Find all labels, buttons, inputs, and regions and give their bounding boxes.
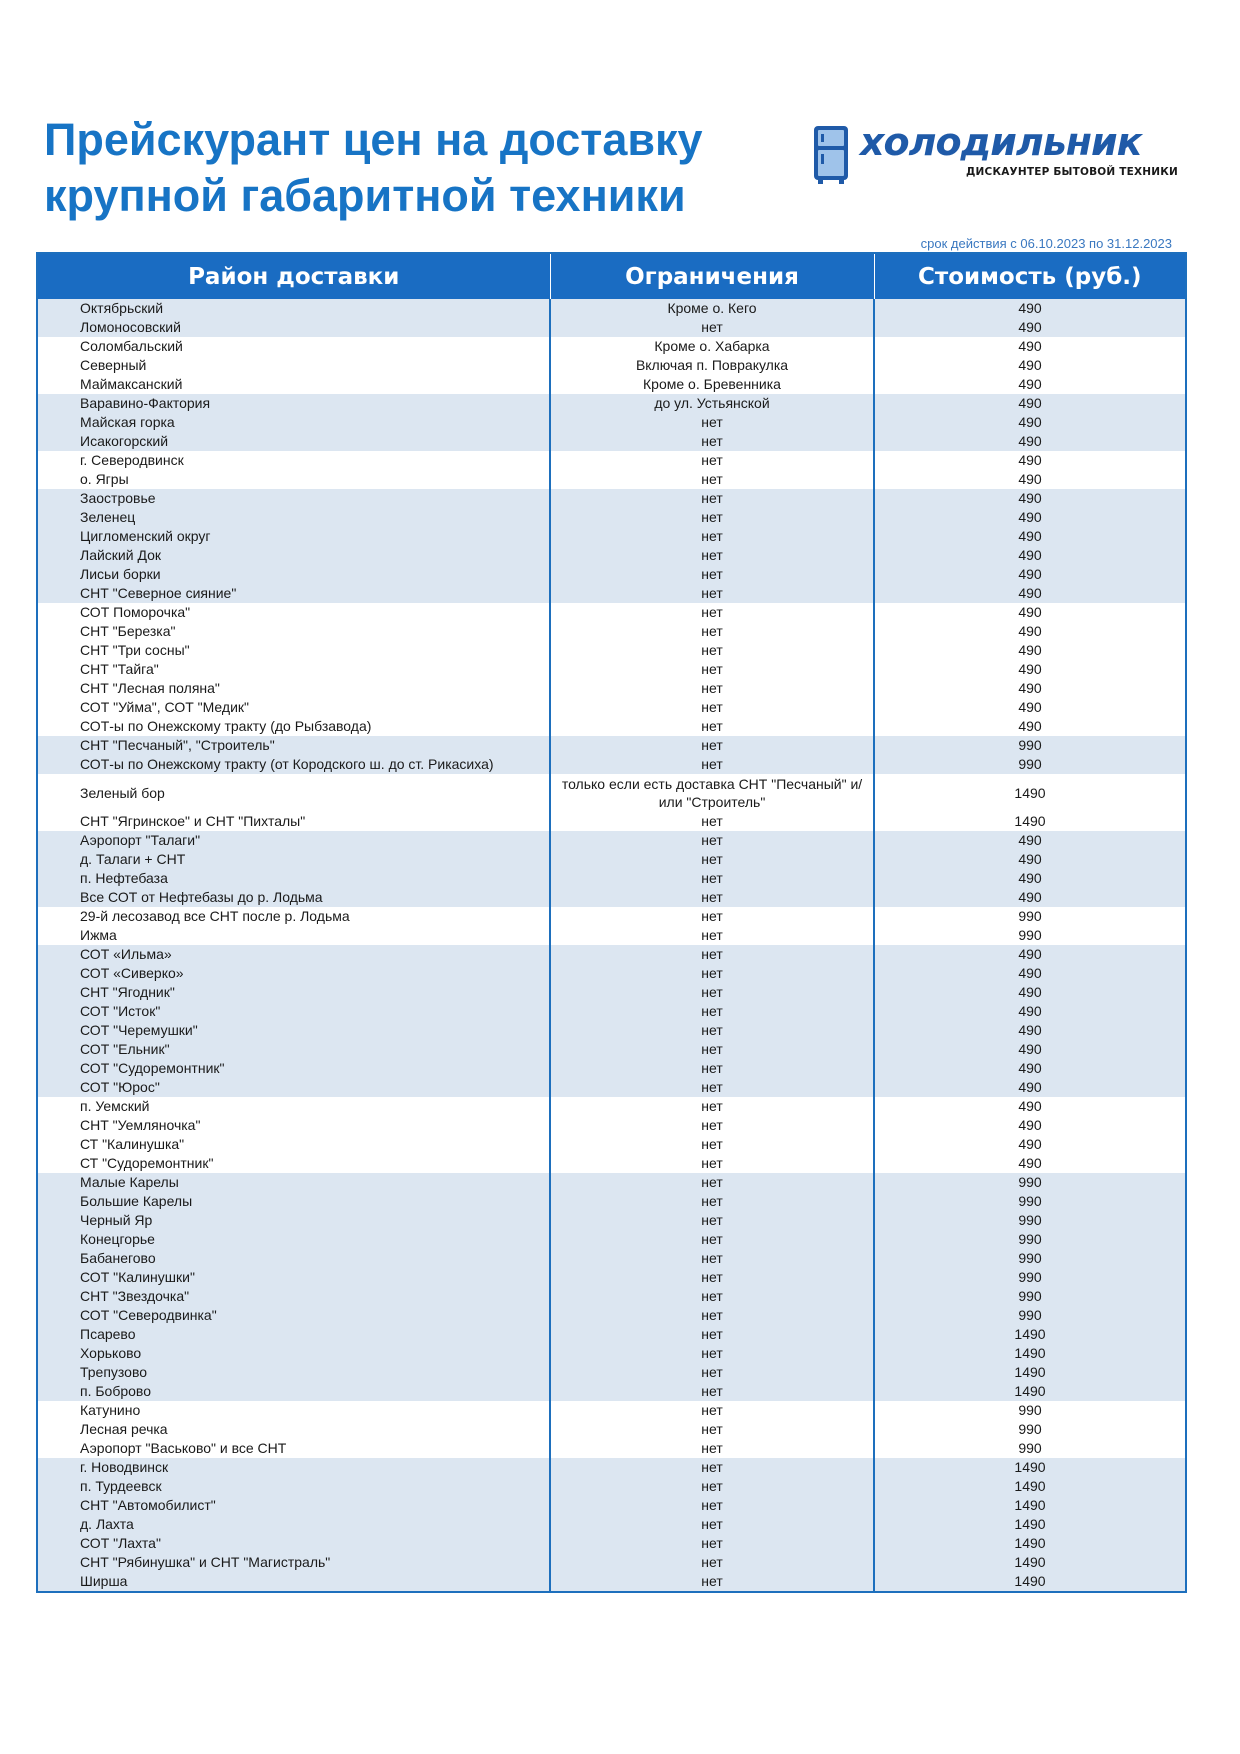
table-row — [37, 1477, 1186, 1496]
table-row — [37, 1097, 1186, 1116]
cell-district: д. Талаги + СНТ — [37, 850, 550, 869]
cell-restrictions: нет — [550, 1553, 874, 1572]
page-title-line-2: крупной габаритной техники — [44, 170, 686, 221]
table-row — [37, 546, 1186, 565]
cell-price: 1490 — [874, 812, 1186, 831]
cell-district: СНТ "Тайга" — [37, 660, 550, 679]
cell-district: Зеленец — [37, 508, 550, 527]
cell-district: Трепузово — [37, 1363, 550, 1382]
cell-restrictions: нет — [550, 1230, 874, 1249]
table-row — [37, 907, 1186, 926]
cell-price: 990 — [874, 907, 1186, 926]
cell-price: 990 — [874, 1173, 1186, 1192]
cell-district: СОТ "Исток" — [37, 1002, 550, 1021]
cell-district: СОТ "Калинушки" — [37, 1268, 550, 1287]
table-row — [37, 888, 1186, 907]
table-row — [37, 527, 1186, 546]
cell-price: 490 — [874, 660, 1186, 679]
cell-district: СОТ "Судоремонтник" — [37, 1059, 550, 1078]
cell-price: 490 — [874, 622, 1186, 641]
cell-price: 490 — [874, 337, 1186, 356]
cell-restrictions: нет — [550, 1344, 874, 1363]
cell-restrictions: нет — [550, 1515, 874, 1534]
cell-district: п. Нефтебаза — [37, 869, 550, 888]
table-row — [37, 641, 1186, 660]
table-row — [37, 1382, 1186, 1401]
table-row — [37, 508, 1186, 527]
cell-price: 490 — [874, 508, 1186, 527]
cell-district: СТ "Калинушка" — [37, 1135, 550, 1154]
table-row — [37, 451, 1186, 470]
cell-district: Аэропорт "Талаги" — [37, 831, 550, 850]
cell-restrictions: нет — [550, 660, 874, 679]
table-row — [37, 1572, 1186, 1592]
table-row — [37, 603, 1186, 622]
cell-price: 490 — [874, 945, 1186, 964]
table-row — [37, 489, 1186, 508]
cell-price: 490 — [874, 394, 1186, 413]
cell-district: СНТ "Лесная поляна" — [37, 679, 550, 698]
cell-restrictions: нет — [550, 1154, 874, 1173]
table-row — [37, 565, 1186, 584]
cell-price: 1490 — [874, 1363, 1186, 1382]
cell-price: 490 — [874, 717, 1186, 736]
cell-district: Маймаксанский — [37, 375, 550, 394]
header-district: Район доставки — [37, 253, 550, 299]
cell-price: 1490 — [874, 1515, 1186, 1534]
cell-price: 490 — [874, 698, 1186, 717]
cell-district: СОТ Поморочка" — [37, 603, 550, 622]
cell-price: 490 — [874, 489, 1186, 508]
cell-district: Зеленый бор — [37, 774, 550, 812]
cell-restrictions: нет — [550, 1135, 874, 1154]
cell-restrictions: нет — [550, 983, 874, 1002]
header-restrictions: Ограничения — [550, 253, 874, 299]
cell-restrictions: нет — [550, 926, 874, 945]
cell-restrictions: нет — [550, 888, 874, 907]
table-row — [37, 755, 1186, 774]
table-row — [37, 1192, 1186, 1211]
cell-restrictions: нет — [550, 413, 874, 432]
table-row — [37, 1154, 1186, 1173]
cell-restrictions: нет — [550, 1078, 874, 1097]
table-row — [37, 945, 1186, 964]
cell-price: 490 — [874, 299, 1186, 318]
cell-district: Северный — [37, 356, 550, 375]
table-row — [37, 831, 1186, 850]
cell-restrictions: нет — [550, 1382, 874, 1401]
cell-district: СНТ "Три сосны" — [37, 641, 550, 660]
cell-price: 1490 — [874, 1572, 1186, 1592]
cell-district: Бабанегово — [37, 1249, 550, 1268]
table-row — [37, 926, 1186, 945]
cell-restrictions: нет — [550, 1002, 874, 1021]
cell-district: СНТ "Рябинушка" и СНТ "Магистраль" — [37, 1553, 550, 1572]
cell-restrictions: нет — [550, 1420, 874, 1439]
cell-price: 490 — [874, 318, 1186, 337]
cell-district: Цигломенский округ — [37, 527, 550, 546]
cell-restrictions: нет — [550, 565, 874, 584]
brand-name: холодильник — [860, 120, 1142, 164]
cell-restrictions: нет — [550, 964, 874, 983]
cell-restrictions: нет — [550, 1439, 874, 1458]
table-row — [37, 964, 1186, 983]
cell-restrictions: нет — [550, 831, 874, 850]
cell-district: СНТ "Автомобилист" — [37, 1496, 550, 1515]
cell-price: 1490 — [874, 1344, 1186, 1363]
cell-restrictions: Включая п. Повракулка — [550, 356, 874, 375]
table-row — [37, 470, 1186, 489]
cell-restrictions: нет — [550, 1173, 874, 1192]
cell-district: Малые Карелы — [37, 1173, 550, 1192]
cell-district: СНТ "Северное сияние" — [37, 584, 550, 603]
cell-price: 490 — [874, 527, 1186, 546]
cell-price: 1490 — [874, 1534, 1186, 1553]
cell-price: 1490 — [874, 1553, 1186, 1572]
cell-restrictions: нет — [550, 945, 874, 964]
table-row — [37, 394, 1186, 413]
table-row — [37, 1553, 1186, 1572]
cell-district: СОТ "Северодвинка" — [37, 1306, 550, 1325]
cell-district: Варавино-Фактория — [37, 394, 550, 413]
cell-price: 990 — [874, 1401, 1186, 1420]
cell-price: 490 — [874, 1002, 1186, 1021]
cell-restrictions: нет — [550, 755, 874, 774]
cell-price: 490 — [874, 470, 1186, 489]
cell-district: СОТ "Лахта" — [37, 1534, 550, 1553]
table-row — [37, 812, 1186, 831]
table-row — [37, 299, 1186, 318]
cell-restrictions: нет — [550, 470, 874, 489]
cell-restrictions: нет — [550, 1458, 874, 1477]
cell-price: 490 — [874, 1059, 1186, 1078]
cell-price: 990 — [874, 755, 1186, 774]
cell-district: Аэропорт "Васьково" и все СНТ — [37, 1439, 550, 1458]
cell-price: 490 — [874, 888, 1186, 907]
table-row — [37, 337, 1186, 356]
cell-restrictions: нет — [550, 1477, 874, 1496]
cell-price: 490 — [874, 1097, 1186, 1116]
header-price: Стоимость (руб.) — [874, 253, 1186, 299]
cell-price: 490 — [874, 869, 1186, 888]
table-row — [37, 1230, 1186, 1249]
cell-restrictions: нет — [550, 527, 874, 546]
table-row — [37, 1458, 1186, 1477]
cell-district: СОТ «Ильма» — [37, 945, 550, 964]
delivery-price-table — [36, 252, 1187, 1593]
table-header-row — [37, 253, 1186, 299]
cell-price: 490 — [874, 1154, 1186, 1173]
table-row — [37, 1401, 1186, 1420]
table-row — [37, 736, 1186, 755]
cell-district: СНТ "Уемляночка" — [37, 1116, 550, 1135]
cell-restrictions: нет — [550, 1192, 874, 1211]
table-row — [37, 356, 1186, 375]
cell-restrictions: нет — [550, 679, 874, 698]
brand-logo — [810, 122, 1180, 192]
cell-restrictions: нет — [550, 812, 874, 831]
cell-restrictions: Кроме о. Бревенника — [550, 375, 874, 394]
cell-district: СНТ "Звездочка" — [37, 1287, 550, 1306]
cell-price: 490 — [874, 451, 1186, 470]
table-row — [37, 698, 1186, 717]
cell-restrictions: нет — [550, 622, 874, 641]
cell-district: Лайский Док — [37, 546, 550, 565]
table-row — [37, 1515, 1186, 1534]
cell-price: 490 — [874, 546, 1186, 565]
table-row — [37, 1135, 1186, 1154]
table-row — [37, 1420, 1186, 1439]
table-row — [37, 679, 1186, 698]
table-row — [37, 1002, 1186, 1021]
cell-district: Все СОТ от Нефтебазы до р. Лодьма — [37, 888, 550, 907]
cell-restrictions: нет — [550, 1325, 874, 1344]
cell-restrictions: Кроме о. Хабарка — [550, 337, 874, 356]
cell-price: 990 — [874, 1192, 1186, 1211]
cell-price: 490 — [874, 375, 1186, 394]
cell-district: СОТ "Ельник" — [37, 1040, 550, 1059]
cell-district: Майская горка — [37, 413, 550, 432]
cell-restrictions: нет — [550, 1116, 874, 1135]
cell-price: 490 — [874, 413, 1186, 432]
cell-restrictions: нет — [550, 318, 874, 337]
page-title — [44, 112, 703, 224]
table-row — [37, 1287, 1186, 1306]
cell-district: СОТ "Черемушки" — [37, 1021, 550, 1040]
cell-price: 490 — [874, 565, 1186, 584]
cell-price: 1490 — [874, 1477, 1186, 1496]
table-row — [37, 1021, 1186, 1040]
cell-district: п. Уемский — [37, 1097, 550, 1116]
cell-restrictions: нет — [550, 451, 874, 470]
table-row — [37, 1040, 1186, 1059]
table-body — [37, 299, 1186, 1592]
cell-restrictions: нет — [550, 1059, 874, 1078]
table-row — [37, 1078, 1186, 1097]
cell-restrictions: нет — [550, 850, 874, 869]
cell-district: Заостровье — [37, 489, 550, 508]
cell-price: 990 — [874, 1249, 1186, 1268]
cell-price: 490 — [874, 584, 1186, 603]
cell-price: 490 — [874, 603, 1186, 622]
cell-restrictions: нет — [550, 1363, 874, 1382]
cell-district: 29-й лесозавод все СНТ после р. Лодьма — [37, 907, 550, 926]
table-row — [37, 318, 1186, 337]
cell-price: 990 — [874, 736, 1186, 755]
cell-price: 490 — [874, 641, 1186, 660]
cell-restrictions: нет — [550, 698, 874, 717]
cell-price: 990 — [874, 1420, 1186, 1439]
cell-price: 1490 — [874, 1458, 1186, 1477]
table-row — [37, 1325, 1186, 1344]
cell-district: д. Лахта — [37, 1515, 550, 1534]
cell-price: 1490 — [874, 1496, 1186, 1515]
table-row — [37, 1439, 1186, 1458]
cell-restrictions: нет — [550, 1287, 874, 1306]
cell-district: СТ "Судоремонтник" — [37, 1154, 550, 1173]
cell-district: СОТ-ы по Онежскому тракту (от Кородского ш. до ст. Рикасиха) — [37, 755, 550, 774]
cell-price: 490 — [874, 1116, 1186, 1135]
table-row — [37, 1496, 1186, 1515]
cell-price: 490 — [874, 1135, 1186, 1154]
cell-district: Конецгорье — [37, 1230, 550, 1249]
cell-district: Большие Карелы — [37, 1192, 550, 1211]
table-row — [37, 413, 1186, 432]
cell-restrictions: нет — [550, 641, 874, 660]
table-row — [37, 1116, 1186, 1135]
cell-district: г. Северодвинск — [37, 451, 550, 470]
table-row — [37, 375, 1186, 394]
cell-price: 990 — [874, 1230, 1186, 1249]
cell-district: о. Ягры — [37, 470, 550, 489]
cell-price: 990 — [874, 1211, 1186, 1230]
cell-restrictions: Кроме о. Кего — [550, 299, 874, 318]
cell-restrictions: нет — [550, 432, 874, 451]
cell-district: СНТ "Ягринское" и СНТ "Пихталы" — [37, 812, 550, 831]
cell-price: 990 — [874, 1287, 1186, 1306]
brand-subtitle: ДИСКАУНТЕР БЫТОВОЙ ТЕХНИКИ — [966, 166, 1179, 178]
cell-price: 990 — [874, 926, 1186, 945]
cell-district: Черный Яр — [37, 1211, 550, 1230]
cell-restrictions: нет — [550, 869, 874, 888]
cell-district: СОТ-ы по Онежскому тракту (до Рыбзавода) — [37, 717, 550, 736]
page-title-line-1: Прейскурант цен на доставку — [44, 114, 703, 165]
cell-district: Ширша — [37, 1572, 550, 1592]
cell-restrictions: нет — [550, 603, 874, 622]
validity-period: срок действия с 06.10.2023 по 31.12.2023 — [920, 236, 1172, 251]
table-row — [37, 432, 1186, 451]
cell-district: г. Новодвинск — [37, 1458, 550, 1477]
cell-price: 490 — [874, 983, 1186, 1002]
cell-price: 490 — [874, 850, 1186, 869]
cell-restrictions: только если есть доставка СНТ "Песчаный" и/или "Строитель" — [550, 774, 874, 812]
table-row — [37, 717, 1186, 736]
cell-district: Соломбальский — [37, 337, 550, 356]
table-row — [37, 1344, 1186, 1363]
cell-price: 990 — [874, 1268, 1186, 1287]
cell-district: СОТ "Уйма", СОТ "Медик" — [37, 698, 550, 717]
cell-district: СНТ "Березка" — [37, 622, 550, 641]
cell-district: Исакогорский — [37, 432, 550, 451]
cell-district: СОТ «Сиверко» — [37, 964, 550, 983]
table-row — [37, 1363, 1186, 1382]
cell-restrictions: нет — [550, 907, 874, 926]
refrigerator-icon — [812, 124, 852, 186]
table-row — [37, 1059, 1186, 1078]
cell-price: 1490 — [874, 1325, 1186, 1344]
table-row — [37, 1534, 1186, 1553]
cell-restrictions: нет — [550, 1496, 874, 1515]
table-row — [37, 1268, 1186, 1287]
cell-price: 990 — [874, 1306, 1186, 1325]
cell-price: 490 — [874, 1040, 1186, 1059]
cell-district: Ломоносовский — [37, 318, 550, 337]
cell-restrictions: нет — [550, 584, 874, 603]
cell-restrictions: нет — [550, 489, 874, 508]
cell-district: п. Боброво — [37, 1382, 550, 1401]
cell-price: 490 — [874, 964, 1186, 983]
cell-price: 490 — [874, 1078, 1186, 1097]
table-row — [37, 869, 1186, 888]
cell-restrictions: нет — [550, 1401, 874, 1420]
table-row — [37, 1249, 1186, 1268]
cell-price: 490 — [874, 1021, 1186, 1040]
table-row — [37, 1173, 1186, 1192]
cell-price: 490 — [874, 831, 1186, 850]
cell-district: СОТ "Юрос" — [37, 1078, 550, 1097]
cell-price: 490 — [874, 432, 1186, 451]
cell-district: Псарево — [37, 1325, 550, 1344]
cell-district: Катунино — [37, 1401, 550, 1420]
table-row — [37, 1306, 1186, 1325]
table-row — [37, 983, 1186, 1002]
table-row — [37, 622, 1186, 641]
table-row — [37, 774, 1186, 812]
cell-price: 990 — [874, 1439, 1186, 1458]
cell-price: 1490 — [874, 1382, 1186, 1401]
cell-price: 1490 — [874, 774, 1186, 812]
cell-district: Ижма — [37, 926, 550, 945]
table-row — [37, 660, 1186, 679]
cell-district: СНТ "Песчаный", "Строитель" — [37, 736, 550, 755]
cell-district: п. Турдеевск — [37, 1477, 550, 1496]
cell-restrictions: нет — [550, 717, 874, 736]
cell-district: СНТ "Ягодник" — [37, 983, 550, 1002]
cell-restrictions: нет — [550, 1268, 874, 1287]
cell-district: Октябрьский — [37, 299, 550, 318]
cell-district: Лисьи борки — [37, 565, 550, 584]
cell-restrictions: нет — [550, 1097, 874, 1116]
cell-restrictions: нет — [550, 1040, 874, 1059]
cell-restrictions: нет — [550, 508, 874, 527]
cell-restrictions: до ул. Устьянской — [550, 394, 874, 413]
cell-restrictions: нет — [550, 1572, 874, 1592]
cell-restrictions: нет — [550, 546, 874, 565]
cell-restrictions: нет — [550, 1211, 874, 1230]
cell-district: Лесная речка — [37, 1420, 550, 1439]
cell-restrictions: нет — [550, 1249, 874, 1268]
cell-restrictions: нет — [550, 1534, 874, 1553]
cell-price: 490 — [874, 356, 1186, 375]
cell-price: 490 — [874, 679, 1186, 698]
cell-restrictions: нет — [550, 1306, 874, 1325]
cell-restrictions: нет — [550, 1021, 874, 1040]
table-row — [37, 1211, 1186, 1230]
table-row — [37, 850, 1186, 869]
table-row — [37, 584, 1186, 603]
cell-restrictions: нет — [550, 736, 874, 755]
cell-district: Хорьково — [37, 1344, 550, 1363]
